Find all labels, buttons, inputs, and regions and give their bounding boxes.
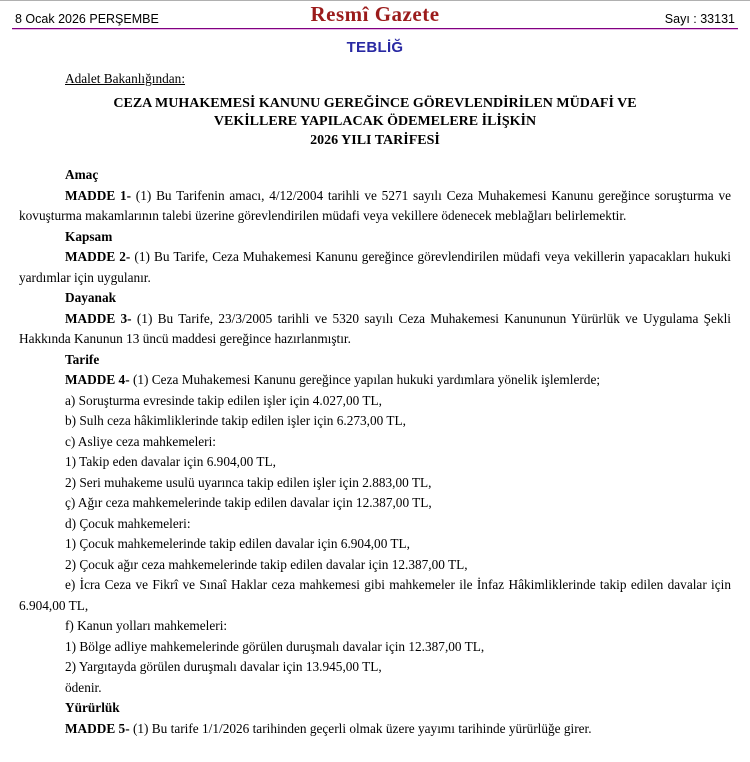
- tariff-item: 2) Yargıtayda görülen duruşmalı davalar için 13.945,00 TL,: [65, 659, 382, 674]
- document-title: [19, 95, 731, 151]
- tariff-item: a) Soruşturma evresinde takip edilen işler için 4.027,00 TL,: [65, 392, 382, 408]
- article-paragraph: [19, 370, 731, 391]
- issuing-authority: Adalet Bakanlığından:: [65, 71, 186, 86]
- tariff-item: 1) Bölge adliye mahkemelerinde görülen duruşmalı davalar için 12.387,00 TL,: [65, 638, 485, 654]
- article-heading: Tarife: [65, 351, 100, 367]
- tariff-item: c) Asliye ceza mahkemeleri:: [65, 433, 216, 449]
- tariff-item: ç) Ağır ceza mahkemelerinde takip edilen davalar için 12.387,00 TL,: [65, 495, 432, 510]
- section-label: TEBLİĞ: [346, 39, 404, 56]
- article-paragraph: [19, 309, 731, 350]
- tariff-item: ödenir.: [65, 679, 102, 695]
- gazette-header: [0, 1, 750, 28]
- article-body: [19, 165, 731, 739]
- article-number: MADDE 4-: [65, 372, 130, 387]
- tariff-item: 2) Seri muhakeme usulü uyarınca takip edilen işler için 2.883,00 TL,: [65, 474, 432, 490]
- document-body: [0, 69, 750, 739]
- article-heading: Amaç: [65, 167, 99, 182]
- tariff-item: b) Sulh ceza hâkimliklerinde takip edilen işler için 6.273,00 TL,: [65, 413, 406, 428]
- article-text: (1) Bu Tarifenin amacı, 4/12/2004 tarihli ve 5271 sayılı Ceza Muhakemesi Kanunu gereğince soruşturma ve kovuşturma makamlarının talebi üzerine görevlendirilen müdafi veya vekillere ödenecek meblağları belirlemektir.: [19, 187, 731, 223]
- header-date: 8 Ocak 2026 PERŞEMBE: [15, 12, 159, 26]
- header-issue-number: Sayı : 33131: [664, 12, 735, 26]
- article-heading: Yürürlük: [65, 700, 120, 715]
- document-title-line: CEZA MUHAKEMESİ KANUNU GEREĞİNCE GÖREVLENDİRİLEN MÜDAFİ VE: [113, 95, 637, 111]
- article-number: MADDE 1-: [65, 187, 132, 203]
- masthead-title: Resmî Gazete: [310, 2, 440, 26]
- article-text: (1) Bu Tarife, 23/3/2005 tarihli ve 5320 sayılı Ceza Muhakemesi Kanununun Yürürlük ve Uygulama Şekli Hakkında Kanunun 13 üncü maddesi gereğince hazırlanmıştır.: [19, 310, 731, 346]
- header-rule: [12, 28, 738, 30]
- article-number: MADDE 3-: [65, 310, 132, 326]
- article-paragraph: [19, 719, 731, 740]
- article-text: (1) Ceza Muhakemesi Kanunu gereğince yapılan hukuki yardımlara yönelik işlemlerde;: [129, 372, 601, 387]
- document-title-line: 2026 YILI TARİFESİ: [310, 132, 440, 148]
- article-heading: Kapsam: [65, 228, 113, 244]
- article-number: MADDE 2-: [65, 249, 131, 264]
- tariff-item: d) Çocuk mahkemeleri:: [65, 515, 191, 531]
- article-text: (1) Bu Tarife, Ceza Muhakemesi Kanunu gereğince görevlendirilen müdafi veya vekillerin yapacakları hukuki yardımlar için uygulanır.: [19, 249, 731, 285]
- article-text: (1) Bu tarife 1/1/2026 tarihinden geçerli olmak üzere yayımı tarihinde yürürlüğe girer.: [129, 720, 592, 736]
- document-title-line: VEKİLLERE YAPILACAK ÖDEMELERE İLİŞKİN: [213, 114, 537, 129]
- article-heading: Dayanak: [65, 290, 116, 305]
- tariff-item: e) İcra Ceza ve Fikrî ve Sınaî Haklar ceza mahkemesi gibi mahkemeler ile İnfaz Hâkimliklerinde takip edilen davalar için 6.904,00 TL,: [19, 577, 731, 613]
- tariff-item: f) Kanun yolları mahkemeleri:: [65, 618, 228, 633]
- article-paragraph: [19, 247, 731, 288]
- tariff-item: 1) Çocuk mahkemelerinde takip edilen davalar için 6.904,00 TL,: [65, 536, 410, 551]
- tariff-item: 1) Takip eden davalar için 6.904,00 TL,: [65, 454, 276, 469]
- article-number: MADDE 5-: [65, 720, 130, 736]
- tariff-item: 2) Çocuk ağır ceza mahkemelerinde takip edilen davalar için 12.387,00 TL,: [65, 556, 468, 572]
- article-paragraph: [19, 186, 731, 227]
